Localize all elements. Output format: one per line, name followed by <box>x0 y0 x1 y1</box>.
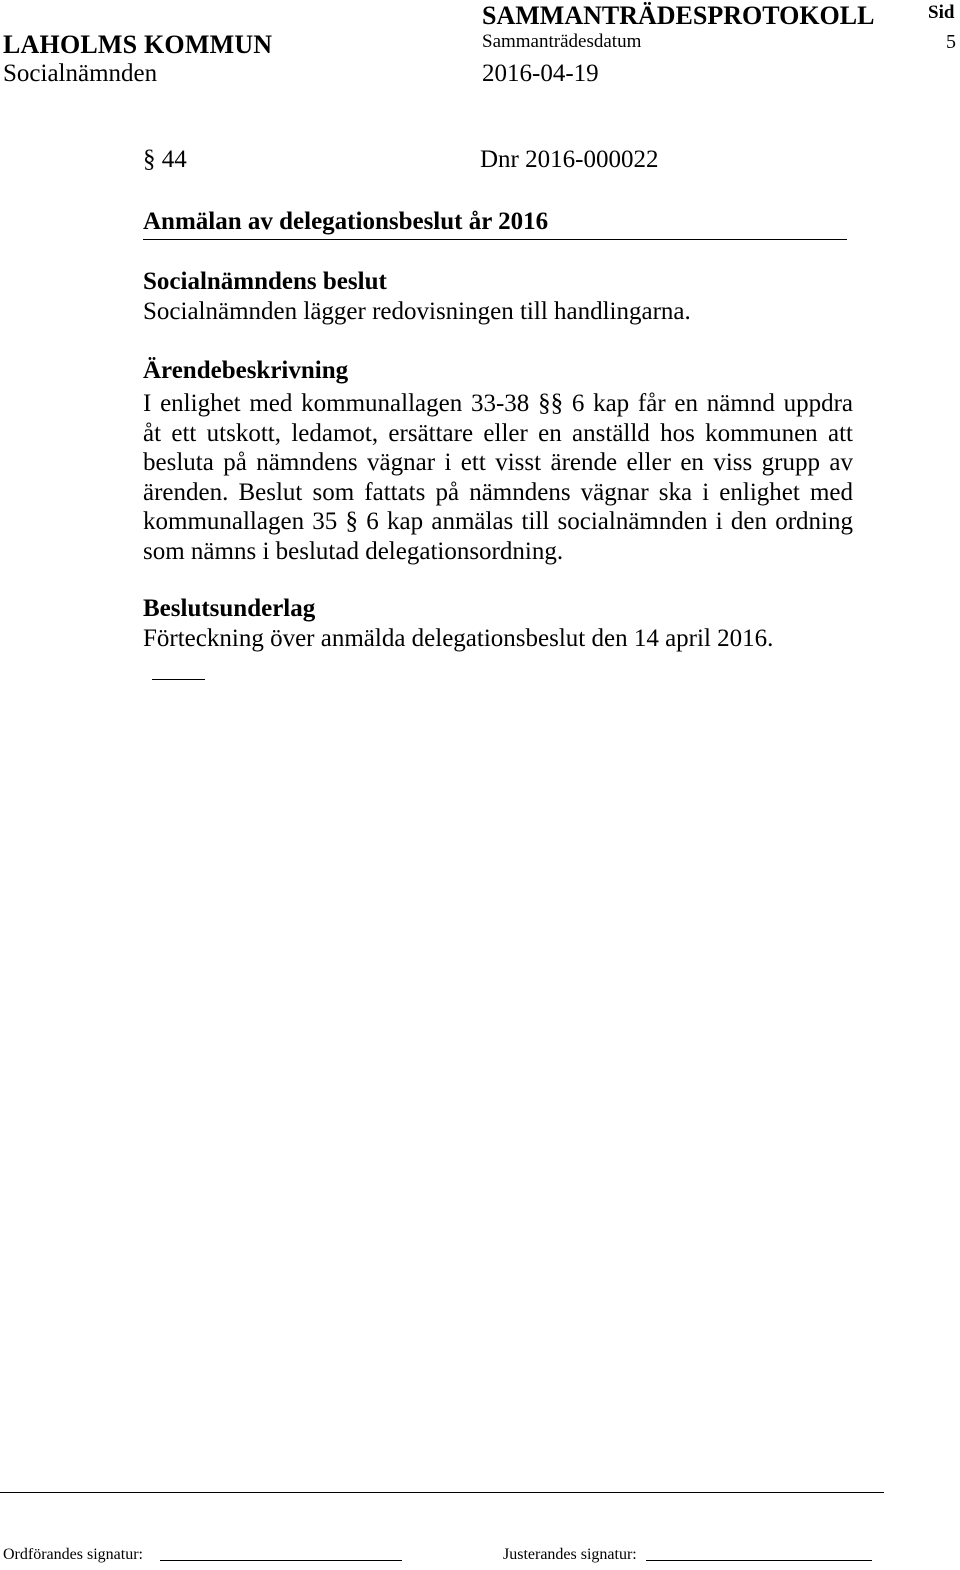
description-line: I enlighet med kommunallagen 33-38 §§ 6 kap får en nämnd uppdra <box>143 390 853 417</box>
title-underline <box>143 239 847 240</box>
organization-name: LAHOLMS KOMMUN <box>3 30 273 59</box>
meeting-date-value: 2016-04-19 <box>482 60 599 87</box>
document-title: SAMMANTRÄDESPROTOKOLL <box>482 1 875 30</box>
description-line: kommunallagen 35 § 6 kap anmälas till socialnämnden i den ordning <box>143 508 853 536</box>
description-line: som nämns i beslutad delegationsordning. <box>143 537 564 565</box>
chair-signature-line <box>160 1560 402 1561</box>
page-label: Sid <box>928 2 955 23</box>
decision-heading: Socialnämndens beslut <box>143 268 387 295</box>
adjuster-signature-label: Justerandes signatur: <box>503 1546 637 1563</box>
description-line: åt ett utskott, ledamot, ersättare eller en anställd hos kommunen att <box>143 419 853 447</box>
page-number: 5 <box>946 31 956 53</box>
footer-divider <box>0 1492 884 1493</box>
meeting-date-label: Sammanträdesdatum <box>482 31 642 52</box>
decision-text: Socialnämnden lägger redovisningen till handlingarna. <box>143 298 691 325</box>
adjuster-signature-line <box>646 1560 872 1561</box>
paragraph-number: § 44 <box>143 146 187 173</box>
chair-signature-label: Ordförandes signatur: <box>3 1546 143 1563</box>
basis-heading: Beslutsunderlag <box>143 595 316 622</box>
section-end-rule <box>152 679 205 680</box>
description-line: besluta på nämndens vägnar i ett visst ärende eller en viss grupp av <box>143 449 853 477</box>
description-line: ärenden. Beslut som fattats på nämndens vägnar ska i enlighet med <box>143 478 853 506</box>
basis-text: Förteckning över anmälda delegationsbeslut den 14 april 2016. <box>143 625 774 652</box>
case-number: Dnr 2016-000022 <box>480 146 659 173</box>
description-body <box>143 389 853 567</box>
item-title: Anmälan av delegationsbeslut år 2016 <box>143 208 549 235</box>
description-heading: Ärendebeskrivning <box>143 357 349 384</box>
department-name: Socialnämnden <box>3 60 158 87</box>
